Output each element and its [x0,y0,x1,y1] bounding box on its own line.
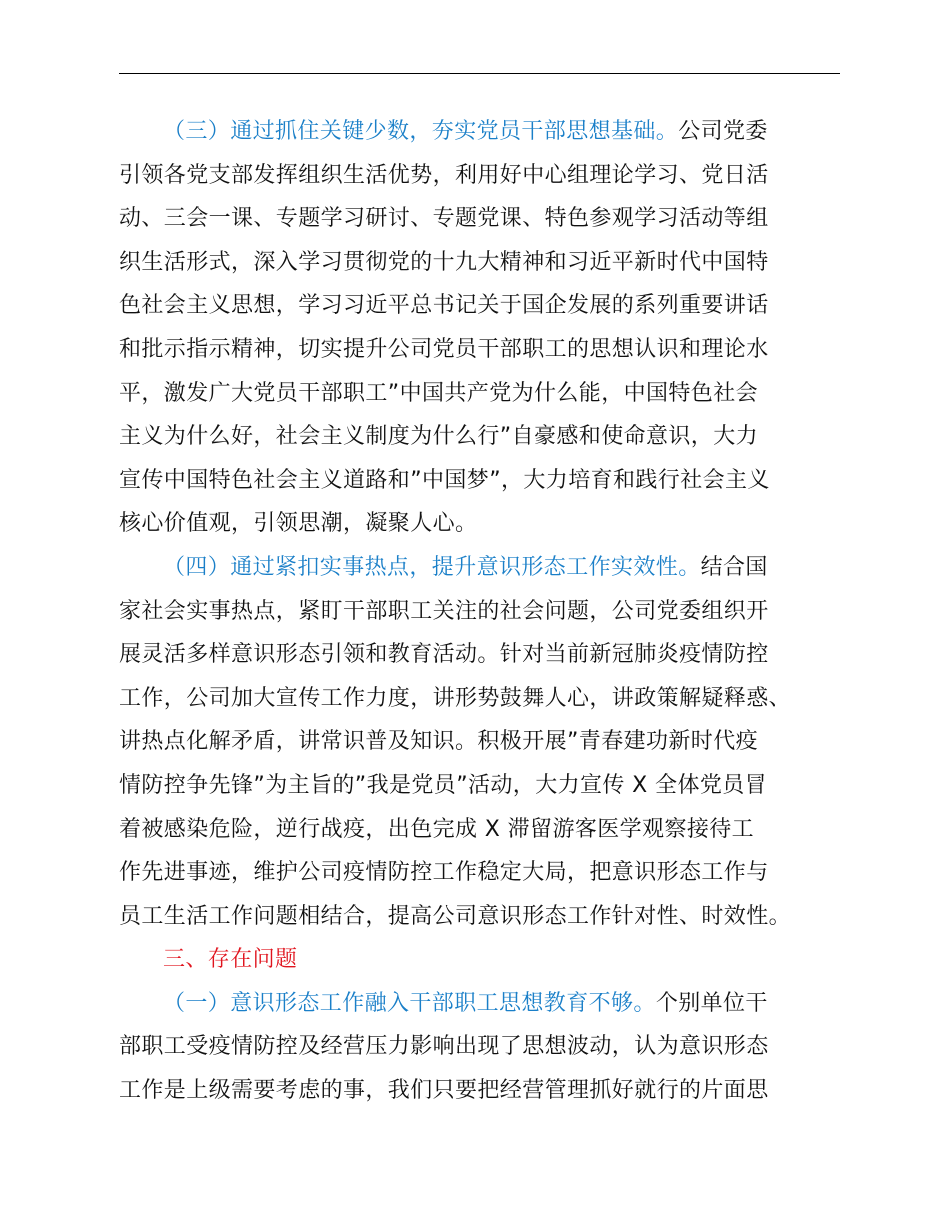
paragraph-line: 动、三会一课、专题学习研讨、专题党课、特色参观学习活动等组 [119,206,769,232]
section-title: 三、存在问题 [163,947,298,973]
paragraph-line: 讲热点化解矛盾，讲常识普及知识。积极开展”青春建功新时代疫 [119,729,758,755]
paragraph-line [119,110,840,154]
paragraph-line: 色社会主义思想，学习习近平总书记关于国企发展的系列重要讲话 [119,293,769,319]
paragraph-line [119,982,840,1026]
document-body [119,110,840,1113]
paragraph-line: 家社会实事热点，紧盯干部职工关注的社会问题，公司党委组织开 [119,598,769,624]
paragraph-line: 织生活形式，深入学习贯彻党的十九大精神和习近平新时代中国特 [119,249,769,275]
paragraph-line [119,546,840,590]
paragraph-line: 核心价值观，引领思潮，凝聚人心。 [119,511,478,537]
paragraph-line: 着被感染危险，逆行战疫，出色完成 X 滞留游客医学观察接待工 [119,816,755,842]
paragraph-line: 展灵活多样意识形态引领和教育活动。针对当前新冠肺炎疫情防控 [119,642,769,668]
paragraph-text: 结合国 [700,554,768,580]
paragraph-text: 公司党委 [678,119,768,144]
paragraph-text: 个别单位干 [655,990,768,1016]
paragraph-line: 工作，公司加大宣传工作力度，讲形势鼓舞人心，讲政策解疑释惑、 [119,685,792,711]
paragraph-line: 引领各党支部发挥组织生活优势，利用好中心组理论学习、党日活 [119,162,769,188]
paragraph-line: 宣传中国特色社会主义道路和”中国梦”，大力培育和践行社会主义 [119,467,770,493]
paragraph-line: 作先进事迹，维护公司疫情防控工作稳定大局，把意识形态工作与 [119,860,769,886]
paragraph-heading: （四）通过紧扣实事热点，提升意识形态工作实效性。 [163,554,701,580]
paragraph-heading: （三）通过抓住关键少数，夯实党员干部思想基础。 [163,119,679,144]
paragraph-line: 部职工受疫情防控及经营压力影响出现了思想波动，认为意识形态 [119,1034,769,1060]
paragraph-line: 平，激发广大党员干部职工”中国共产党为什么能，中国特色社会 [119,380,758,406]
paragraph-line: 工作是上级需要考虑的事，我们只要把经营管理抓好就行的片面思 [119,1078,769,1104]
paragraph-line: 主义为什么好，社会主义制度为什么行”自豪感和使命意识，大力 [119,424,758,450]
paragraph-line: 情防控争先锋”为主旨的”我是党员”活动，大力宣传 X 全体党员冒 [119,772,768,798]
paragraph-existing-problems [119,982,840,1113]
paragraph-heading: （一）意识形态工作融入干部职工思想教育不够。 [163,990,656,1016]
paragraph-line: 员工生活工作问题相结合，提高公司意识形态工作针对性、时效性。 [119,903,792,929]
header-rule [119,73,840,74]
paragraph-current-events [119,546,840,938]
paragraph-line: 和批示指示精神，切实提升公司党员干部职工的思想认识和理论水 [119,336,769,362]
paragraph-party-members-ideology [119,110,840,546]
